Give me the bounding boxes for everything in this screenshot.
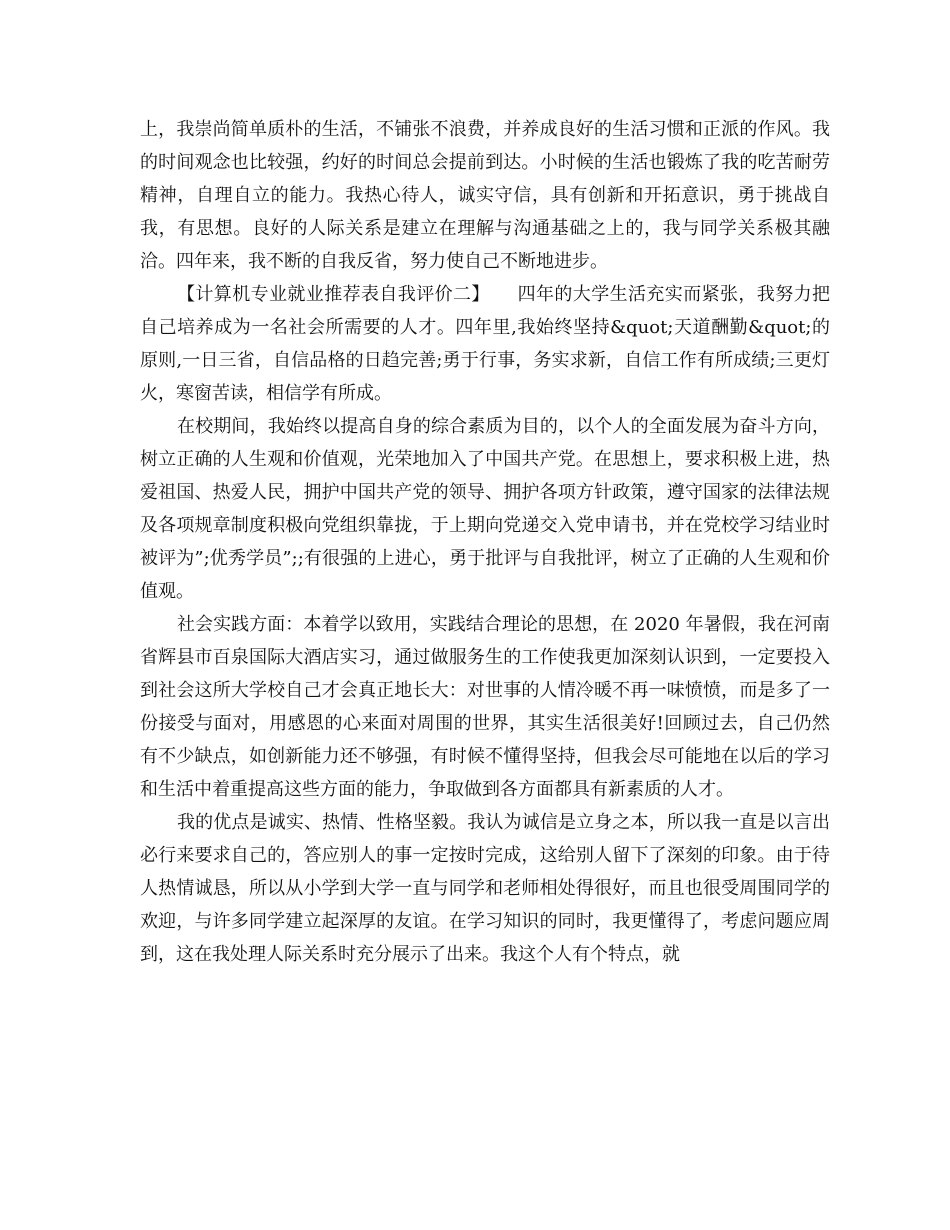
paragraph-school-period: 在校期间，我始终以提高自身的综合素质为目的，以个人的全面发展为奋斗方向，树立正确的人生观和价值观，光荣地加入了中国共产党。在思想上，要求积极上进，热爱祖国、热爱人民，拥护中国共产党的领导、拥护各项方针政策，遵守国家的法律法规及各项规章制度积极向党组织靠拢，于上期向党递交入党申请书，并在党校学习结业时被评为”;优秀学员”;;有很强的上进心，勇于批评与自我批评，树立了正确的人生观和价值观。 (140, 416, 830, 602)
paragraph-continuation: 上，我崇尚简单质朴的生活，不铺张不浪费，并养成良好的生活习惯和正派的作风。我的时间观念也比较强，约好的时间总会提前到达。小时候的生活也锻炼了我的吃苦耐劳精神，自理自立的能力。我热心待人，诚实守信，具有创新和开拓意识，勇于挑战自我，有思想。良好的人际关系是建立在理解与沟通基础之上的，我与同学关系极其融洽。四年来，我不断的自我反省，努力使自己不断地进步。 (140, 119, 830, 272)
paragraph-section-heading: 【计算机专业就业推荐表自我评价二】 四年的大学生活充实而紧张，我努力把自己培养成为一名社会所需要的人才。四年里,我始终坚持&quot;天道酬勤&quot;的原则,一日三省，自信品格的日趋完善;勇于行事，务实求新，自信工作有所成绩;三更灯火，寒窗苦读，相信学有所成。 (140, 284, 830, 404)
paragraph-strengths: 我的优点是诚实、热情、性格坚毅。我认为诚信是立身之本，所以我一直是以言出必行来要求自己的，答应别人的事一定按时完成，这给别人留下了深刻的印象。由于待人热情诚恳，所以从小学到大学一直与同学和老师相处得很好，而且也很受周围同学的欢迎，与许多同学建立起深厚的友谊。在学习知识的同时，我更懂得了，考虑问题应周到，这在我处理人际关系时充分展示了出来。我这个人有个特点，就 (140, 812, 830, 965)
document-body (140, 113, 830, 971)
paragraph-social-practice: 社会实践方面：本着学以致用，实践结合理论的思想，在 2020 年暑假，我在河南省辉县市百泉国际大酒店实习，通过做服务生的工作使我更加深刻认识到，一定要投入到社会这所大学校自己才会真正地长大：对世事的人情冷暖不再一味愤愤，而是多了一份接受与面对，用感恩的心来面对周围的世界，其实生活很美好!回顾过去，自己仍然有不少缺点，如创新能力还不够强，有时候不懂得坚持，但我会尽可能地在以后的学习和生活中着重提高这些方面的能力，争取做到各方面都具有新素质的人才。 (140, 614, 830, 800)
